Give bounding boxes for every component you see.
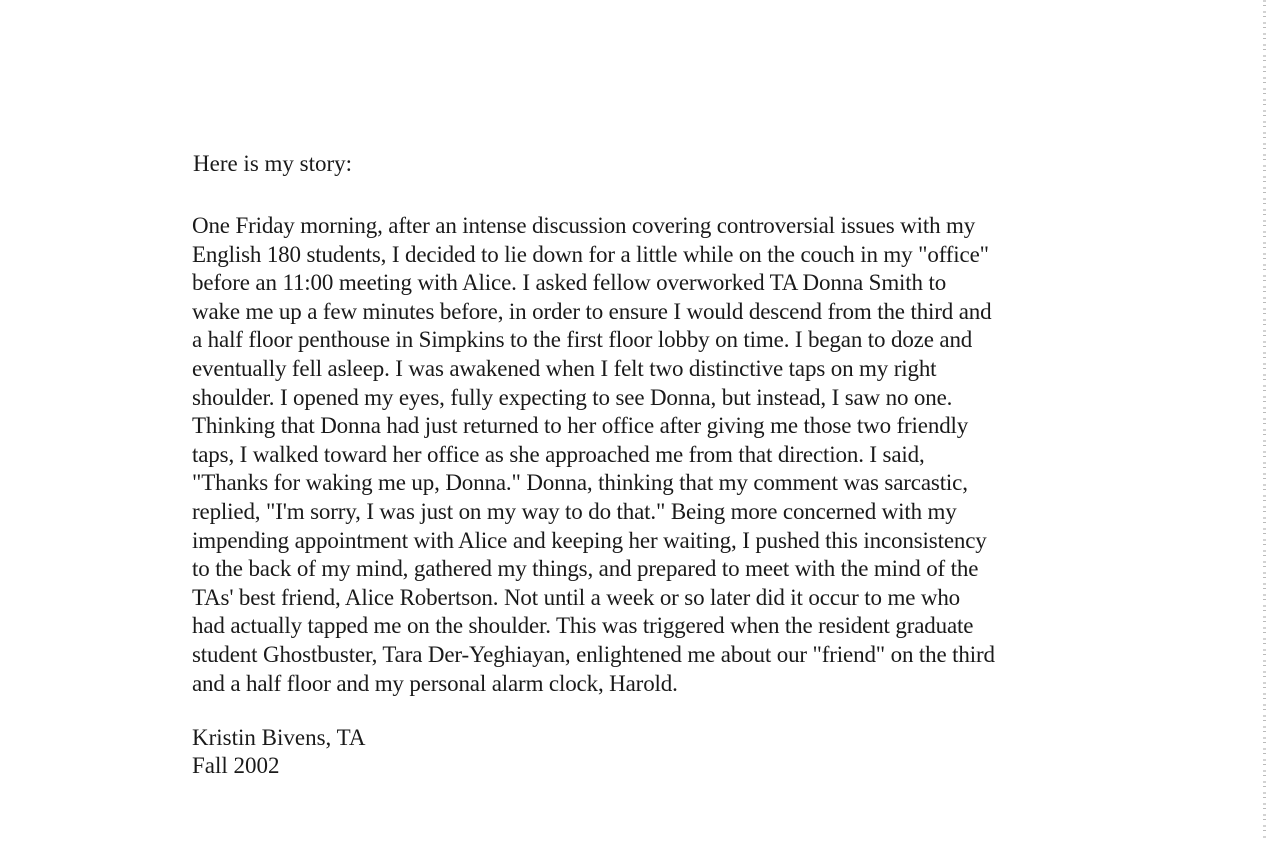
story-line: shoulder. I opened my eyes, fully expecting to see Donna, but instead, I saw no one. — [192, 384, 953, 410]
story-line: taps, I walked toward her office as she approached me from that direction. I said, — [192, 441, 925, 467]
story-line: a half floor penthouse in Simpkins to the first floor lobby on time. I began to doze and — [192, 327, 973, 353]
signature-block — [192, 724, 365, 780]
author-term: Fall 2002 — [192, 753, 280, 778]
story-heading: Here is my story: — [193, 151, 353, 176]
author-name: Kristin Bivens, TA — [192, 725, 366, 750]
story-line: replied, "I'm sorry, I was just on my way to do that." Being more concerned with my — [192, 498, 957, 524]
story-line: before an 11:00 meeting with Alice. I asked fellow overworked TA Donna Smith to — [192, 270, 947, 296]
story-paragraph — [192, 212, 1092, 698]
story-line: eventually fell asleep. I was awakened when I felt two distinctive taps on my right — [192, 355, 937, 381]
story-line: "Thanks for waking me up, Donna." Donna, thinking that my comment was sarcastic, — [192, 470, 968, 496]
story-line: student Ghostbuster, Tara Der-Yeghiayan, enlightened me about our "friend" on the third — [192, 641, 995, 667]
story-line: wake me up a few minutes before, in order to ensure I would descend from the third and — [192, 298, 992, 324]
story-line: TAs' best friend, Alice Robertson. Not until a week or so later did it occur to me who — [192, 584, 961, 610]
story-line: Thinking that Donna had just returned to her office after giving me those two friendly — [192, 413, 969, 439]
story-line: had actually tapped me on the shoulder. This was triggered when the resident graduate — [192, 613, 974, 639]
scan-edge-artifact — [1263, 0, 1266, 841]
story-line: One Friday morning, after an intense discussion covering controversial issues with my — [192, 213, 976, 238]
story-line: impending appointment with Alice and keeping her waiting, I pushed this inconsistency — [192, 527, 987, 553]
story-line: English 180 students, I decided to lie down for a little while on the couch in my "office" — [192, 241, 989, 267]
story-line: to the back of my mind, gathered my things, and prepared to meet with the mind of the — [192, 556, 979, 582]
story-line: and a half floor and my personal alarm clock, Harold. — [192, 670, 678, 696]
